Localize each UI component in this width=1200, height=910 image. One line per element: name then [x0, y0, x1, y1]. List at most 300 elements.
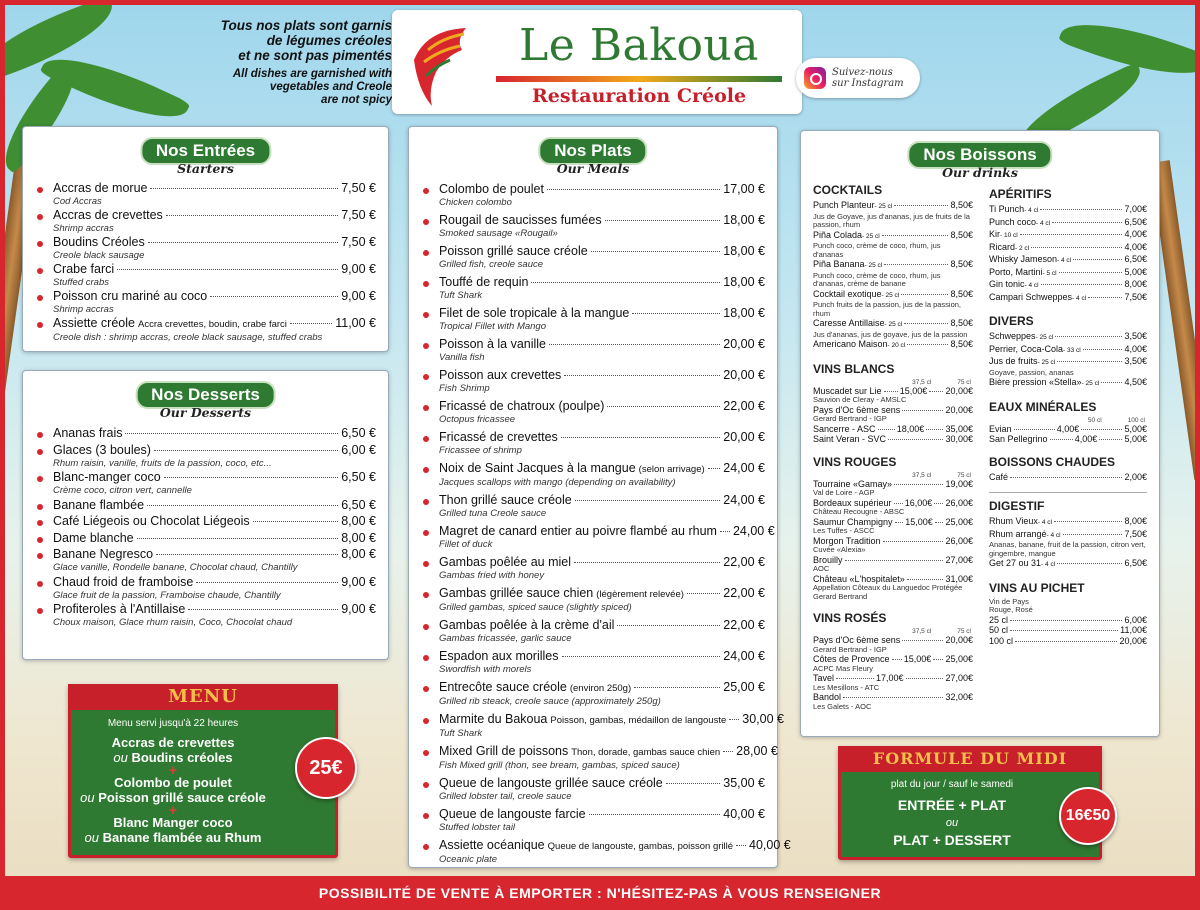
- dot-leader: [166, 215, 338, 216]
- dish-translation: Tuft Shark: [439, 290, 483, 301]
- drink-price: 31,00€: [945, 573, 973, 584]
- dish-name: Café Liégeois ou Chocolat Liégeois: [53, 514, 250, 528]
- mains-list: [423, 182, 791, 870]
- drink-price-half: 15,00€: [903, 654, 932, 664]
- drink-row: [813, 498, 973, 509]
- drink-name: Perrier, Coca-Cola: [989, 343, 1064, 354]
- drink-price: 6,50€: [1124, 254, 1147, 264]
- drink-section-note: Vin de Pays: [989, 597, 1029, 606]
- drink-row: [989, 529, 1147, 542]
- drink-name: Rhum arrangé: [989, 528, 1047, 539]
- dot-leader: [1010, 630, 1118, 631]
- menu-item: [37, 289, 376, 315]
- desserts-subtitle: Our Desserts: [159, 405, 252, 420]
- drink-volume: - 4 cl: [1037, 519, 1052, 526]
- drink-name: Sancerre - ASC: [813, 423, 876, 434]
- dish-translation: Smoked sausage «Rougail»: [439, 228, 558, 239]
- dot-leader: [1020, 234, 1123, 235]
- drink-row: [989, 217, 1147, 230]
- dish-name: Accras de crevettes: [53, 208, 163, 222]
- dot-leader: [892, 659, 902, 660]
- dish-translation: Fish Mixed grill (thon, see bream, gambas, spiced sauce): [439, 760, 680, 771]
- section-divider: [989, 492, 1147, 493]
- drink-volume: - 4 cl: [1072, 294, 1087, 302]
- menu-item-row: [439, 213, 765, 228]
- dot-leader: [562, 656, 721, 657]
- drink-row: [989, 424, 1147, 435]
- drink-price-half: 15,00€: [905, 516, 933, 527]
- menu-item-row: [439, 461, 765, 477]
- drink-section-note: Rouge, Rosé: [989, 606, 1033, 614]
- drink-price-half: 16,00€: [904, 497, 933, 508]
- menu-item: [37, 443, 376, 469]
- menu-item: [423, 649, 765, 675]
- menu-item-row: [439, 430, 765, 445]
- alternative-name: Poisson grillé sauce créole: [98, 790, 266, 805]
- drink-price: 20,00€: [1119, 635, 1147, 646]
- menu-item-row: [439, 838, 791, 854]
- drink-price: 30,00€: [945, 434, 973, 444]
- menu-item-row: [439, 368, 765, 383]
- drink-price: 8,50€: [950, 288, 973, 299]
- menu-item-row: [439, 306, 765, 321]
- dot-leader: [137, 538, 339, 539]
- drink-description: gingembre, mangue: [989, 549, 1056, 558]
- dot-leader: [574, 562, 720, 563]
- dot-leader: [1010, 477, 1122, 478]
- dish-name: Colombo de poulet: [439, 182, 544, 196]
- dot-leader: [156, 554, 338, 555]
- drink-name: Café: [989, 471, 1009, 482]
- dish-price: 40,00 €: [723, 807, 765, 821]
- dish-name: Thon grillé sauce créole: [439, 493, 572, 507]
- dot-leader: [888, 439, 943, 440]
- menu-item: [423, 275, 765, 301]
- menu-item: [37, 498, 376, 513]
- dish-translation: Shrimp accras: [53, 223, 114, 234]
- drink-description: Jus de Goyave, jus d'ananas, jus de fruits de la: [813, 212, 970, 221]
- drink-row: [813, 574, 973, 585]
- dot-leader: [1088, 297, 1122, 298]
- dot-leader: [843, 697, 943, 698]
- drinks-title: Nos Boissons: [907, 141, 1052, 169]
- drink-price: 7,00€: [1124, 204, 1147, 214]
- dish-price: 6,50 €: [341, 426, 376, 440]
- drink-section-title: EAUX MINÉRALES: [989, 399, 1097, 414]
- drink-row: [813, 230, 973, 243]
- drink-section-title: VINS BLANCS: [813, 361, 895, 376]
- drink-name: Americano Maison: [813, 339, 888, 349]
- menu-item-row: [439, 493, 765, 508]
- drink-volume: - 20 cl: [887, 342, 906, 349]
- menu-item: [423, 712, 784, 739]
- dish-price: 18,00 €: [723, 213, 765, 227]
- drink-row: [813, 536, 973, 547]
- drink-section: [813, 455, 973, 602]
- drink-row: [813, 635, 973, 646]
- drink-price: 20,00€: [945, 404, 973, 415]
- menu-item-row: [439, 807, 765, 822]
- dish-price: 22,00 €: [723, 586, 765, 600]
- dot-leader: [902, 410, 943, 411]
- drink-name: Saint Veran - SVC: [813, 434, 887, 444]
- dish-name: Queue de langouste farcie: [439, 807, 586, 821]
- restaurant-logo: [392, 10, 802, 114]
- menu-item-row: [439, 337, 765, 352]
- drink-price: 20,00€: [945, 635, 973, 645]
- dish-name: Rougail de saucisses fumées: [439, 213, 602, 227]
- dish-name: Blanc-manger coco: [53, 470, 161, 484]
- menu-item-row: [439, 649, 765, 664]
- drink-volume: - 4 cl: [1041, 561, 1056, 568]
- dish-name: Filet de sole tropicale à la mangue: [439, 306, 630, 320]
- or-label: ou: [84, 830, 103, 845]
- drink-price: 4,50€: [1124, 377, 1147, 387]
- dot-leader: [290, 323, 332, 324]
- dish-translation: Octopus fricassee: [439, 414, 516, 425]
- dot-leader: [884, 264, 948, 265]
- dish-price: 28,00 €: [736, 744, 778, 758]
- drink-price: 20,00€: [945, 385, 974, 396]
- menu-item-row: [53, 181, 376, 196]
- drink-description: ACPC Mas Fleury: [813, 664, 874, 673]
- menu-item: [423, 586, 765, 613]
- menu-item: [37, 316, 376, 343]
- menu-item: [37, 181, 376, 207]
- dish-translation: Oceanic plate: [439, 854, 498, 865]
- drink-price: 25,00€: [945, 516, 974, 527]
- dish-note: (selon arrivage): [638, 464, 705, 475]
- plus-sign: +: [168, 802, 178, 818]
- dish-price: 18,00 €: [723, 244, 765, 258]
- drink-row: [989, 356, 1147, 369]
- drink-name: 50 cl: [989, 625, 1009, 635]
- dish-price: 18,00 €: [723, 306, 765, 320]
- drink-price: 35,00€: [945, 423, 973, 434]
- dish-translation: Stuffed crabs: [53, 277, 109, 288]
- dot-leader: [531, 282, 720, 283]
- dot-leader: [117, 269, 338, 270]
- menu-item-row: [439, 244, 765, 259]
- dot-leader: [884, 391, 898, 392]
- drink-price: 8,50€: [950, 318, 973, 328]
- drink-name: Whisky Jameson: [989, 254, 1058, 264]
- drink-row: [813, 339, 973, 352]
- dish-name: Magret de canard entier au poivre flambé au rhum: [439, 524, 717, 538]
- alternative-name: Banane flambée au Rhum: [102, 830, 262, 845]
- mains-panel: [408, 126, 791, 868]
- dot-leader: [1041, 284, 1123, 285]
- drink-section: [989, 581, 1147, 647]
- drink-price: 11,00€: [1120, 625, 1147, 635]
- drink-name: Jus de fruits: [989, 356, 1038, 366]
- dish-description: Rhum raisin, vanille, fruits de la passion, coco, etc...: [53, 457, 272, 469]
- drink-name: Punch Planteur: [813, 200, 875, 210]
- dish-price: 20,00 €: [723, 337, 765, 351]
- menu-item: [423, 807, 765, 833]
- menu-item-row: [439, 712, 784, 728]
- set-menu-title: MENU: [68, 684, 338, 710]
- drink-description: Ananas, banane, fruit de la passion, citron vert,: [989, 541, 1146, 549]
- dot-leader: [1014, 429, 1055, 430]
- drink-name: Bière pression «Stella»: [989, 377, 1082, 387]
- drink-row: [989, 344, 1147, 357]
- drink-row: [813, 259, 973, 272]
- lunch-formula-option-2: PLAT + DESSERT: [893, 832, 1011, 848]
- mains-subtitle: Our Meals: [556, 161, 630, 176]
- menu-item: [37, 547, 376, 573]
- drink-description: AOC: [813, 565, 830, 573]
- volume-headers: [813, 472, 973, 479]
- dot-leader: [1055, 336, 1122, 337]
- dot-leader: [1015, 641, 1117, 642]
- dish-price: 9,00 €: [341, 574, 376, 589]
- lunch-formula-or: ou: [945, 817, 959, 829]
- volume-header: 100 cl: [1127, 416, 1145, 424]
- dish-name: Poisson cru mariné au coco: [53, 289, 208, 303]
- drink-section: [989, 492, 1147, 571]
- dish-description: Glace fruit de la passion, Framboise chaude, Chantilly: [53, 589, 281, 601]
- menu-item: [37, 235, 376, 261]
- dish-name: Chaud froid de framboise: [53, 574, 194, 589]
- drink-description: Punch coco, crème de coco, rhum, jus: [813, 271, 941, 280]
- restaurant-name: Le Bakoua: [518, 20, 760, 71]
- dot-leader: [634, 687, 720, 688]
- drink-price: 27,00€: [945, 554, 973, 565]
- menu-item: [37, 208, 376, 234]
- dish-name: Poisson à la vanille: [439, 337, 547, 351]
- drink-section: [989, 455, 1147, 483]
- drink-section: [813, 183, 973, 352]
- drink-row: [989, 516, 1147, 529]
- drink-price: 19,00€: [945, 478, 973, 489]
- menu-item: [37, 531, 376, 546]
- dot-leader: [904, 323, 948, 324]
- dot-leader: [895, 522, 904, 523]
- drink-description: d'ananas: [813, 250, 844, 259]
- drink-price-half: 17,00€: [875, 673, 904, 683]
- drink-row: [813, 479, 973, 490]
- drink-row: [989, 229, 1147, 242]
- drink-name: Château «L'hospitalet»: [813, 573, 905, 584]
- drink-volume: - 25 cl: [884, 321, 903, 328]
- drink-section: [989, 187, 1147, 304]
- dish-translation: Grilled lobster tail, creole sauce: [439, 791, 572, 802]
- menu-item-row: [439, 555, 765, 570]
- drink-row: [989, 292, 1147, 305]
- dot-leader: [882, 235, 949, 236]
- drink-row: [989, 472, 1147, 483]
- menu-item: [423, 430, 765, 456]
- menu-item: [37, 575, 376, 601]
- volume-header: 37,5 cl: [912, 628, 932, 635]
- drink-volume: - 25 cl: [862, 232, 880, 240]
- volume-header: 37,5 cl: [912, 378, 932, 386]
- dish-price: 35,00 €: [723, 776, 765, 790]
- drink-price: 3,50€: [1124, 356, 1147, 366]
- menu-item: [37, 602, 376, 628]
- drink-section: [813, 611, 973, 711]
- dish-price: 22,00 €: [723, 555, 765, 569]
- menu-item-row: [53, 547, 376, 562]
- drink-price: 27,00€: [945, 673, 974, 683]
- dish-name: Fricassé de crevettes: [439, 430, 558, 444]
- drink-volume: - 4 cl: [1057, 257, 1072, 264]
- drink-name: Pays d'Oc 6ème sens: [813, 404, 901, 415]
- starters-subtitle: Starters: [177, 161, 234, 176]
- starters-list: [37, 181, 376, 344]
- dish-name: Mixed Grill de poissons: [439, 744, 569, 758]
- dish-translation: Jacques scallops with mango (depending on availability): [439, 477, 676, 488]
- lunch-formula-price-badge: 16€50: [1059, 787, 1117, 845]
- volume-header: 50 cl: [1087, 416, 1102, 424]
- menu-item-row: [439, 680, 765, 696]
- dot-leader: [591, 251, 721, 252]
- bakoua-hat-icon: [406, 20, 478, 108]
- dish-name: Queue de langouste grillée sauce créole: [439, 776, 663, 790]
- drink-row: [989, 636, 1147, 647]
- menu-item-row: [439, 776, 765, 791]
- drink-name: Tavel: [813, 673, 835, 683]
- dot-leader: [935, 522, 944, 523]
- set-menu-alternative: [71, 830, 275, 845]
- dot-leader: [1081, 429, 1122, 430]
- drink-name: Bordeaux supérieur: [813, 497, 892, 508]
- dot-leader: [150, 188, 338, 189]
- set-menu-content: [71, 718, 275, 845]
- dish-price: 24,00 €: [723, 461, 765, 475]
- drink-row: [813, 386, 973, 397]
- dish-price: 9,00 €: [341, 289, 376, 303]
- dot-leader: [1073, 259, 1122, 260]
- dot-leader: [878, 429, 895, 430]
- drink-volume: - 5 cl: [1042, 269, 1057, 277]
- drink-price: 8,00€: [1124, 516, 1147, 526]
- dish-price: 6,50 €: [341, 470, 376, 484]
- menu-item: [423, 182, 765, 208]
- lunch-formula-note: plat du jour / sauf le samedi: [890, 779, 1014, 790]
- drink-price: 5,00€: [1124, 434, 1148, 444]
- drink-volume: - 25 cl: [881, 291, 900, 299]
- dish-translation: Tuft Shark: [439, 728, 483, 739]
- dish-translation: Tropical Fillet with Mango: [439, 321, 547, 332]
- drink-name: Brouilly: [813, 554, 843, 565]
- dish-price: 6,00 €: [341, 442, 376, 457]
- menu-item: [423, 244, 765, 270]
- drink-volume: - 4 cl: [1046, 531, 1061, 539]
- drink-description: Gerard Bertrand - IGP: [813, 415, 887, 423]
- dot-leader: [894, 205, 948, 206]
- lunch-formula-content: [841, 779, 1063, 848]
- drink-description: Goyave, passion, ananas: [989, 368, 1074, 377]
- dish-translation: Gambas fried with honey: [439, 570, 545, 581]
- dot-leader: [253, 521, 339, 522]
- drink-price: 5,00€: [1124, 423, 1148, 434]
- volume-header: 37,5 cl: [912, 471, 932, 479]
- drink-volume: - 25 cl: [864, 262, 883, 269]
- drink-name: Schweppes: [989, 331, 1036, 341]
- dish-translation: Grilled rib steack, creole sauce (approximately 250g): [439, 696, 661, 707]
- drink-row: [813, 318, 973, 331]
- drink-name: Gin tonic: [989, 279, 1025, 289]
- lunch-formula-box: [838, 746, 1111, 860]
- desserts-panel: [22, 370, 389, 660]
- dot-leader: [1063, 534, 1123, 535]
- dish-name: Boudins Créoles: [53, 235, 145, 249]
- dish-name: Touffé de requin: [439, 275, 529, 289]
- drink-description: Punch coco, crème de coco, rhum, jus: [813, 242, 941, 250]
- volume-headers: [813, 379, 973, 386]
- menu-item-row: [53, 602, 376, 617]
- drink-price: 6,50€: [1124, 558, 1147, 568]
- logo-stripe: [496, 76, 782, 82]
- dish-name: Banane Negresco: [53, 547, 154, 561]
- drink-description: Cuvée «Alexia»: [813, 546, 866, 554]
- dot-leader: [687, 593, 720, 594]
- or-label: ou: [113, 750, 132, 765]
- drinks-right-column: [989, 187, 1147, 656]
- menu-item-row: [53, 443, 376, 458]
- dish-description: Crème coco, citron vert, cannelle: [53, 485, 192, 496]
- dish-translation: Fillet of duck: [439, 539, 493, 550]
- dish-note: (légèrement relevée): [596, 589, 684, 600]
- drink-price-half: 4,00€: [1074, 434, 1098, 444]
- dot-leader: [894, 484, 943, 485]
- dot-leader: [564, 375, 720, 376]
- lunch-formula-title: FORMULE DU MIDI: [838, 746, 1102, 772]
- drink-description: Appellation Côteaux du Languedoc Protégée: [813, 584, 963, 592]
- drink-name: Caresse Antillaise: [813, 318, 885, 328]
- menu-item-row: [439, 744, 778, 760]
- menu-item: [423, 493, 765, 519]
- drink-description: passion, rhum: [813, 221, 861, 229]
- volume-headers: [989, 417, 1147, 424]
- dot-leader: [1040, 209, 1122, 210]
- menu-item: [423, 337, 765, 363]
- menu-item: [37, 470, 376, 496]
- dish-price: 17,00 €: [723, 182, 765, 196]
- set-menu-note: Menu servi jusqu'à 22 heures: [107, 718, 239, 729]
- drink-price: 7,50€: [1124, 528, 1147, 539]
- dot-leader: [894, 503, 903, 504]
- dot-leader: [901, 294, 948, 295]
- dish-price: 8,00 €: [341, 547, 376, 561]
- drink-row: [989, 254, 1147, 267]
- dish-name: Poisson grillé sauce créole: [439, 244, 588, 258]
- dot-leader: [933, 659, 943, 660]
- menu-item: [37, 514, 376, 529]
- dot-leader: [1099, 439, 1122, 440]
- menu-item-row: [53, 316, 376, 332]
- drink-row: [989, 625, 1147, 636]
- dot-leader: [729, 719, 739, 720]
- drink-row: [989, 615, 1147, 626]
- drink-name: Côtes de Provence: [813, 654, 890, 664]
- dot-leader: [934, 503, 943, 504]
- dish-name: Noix de Saint Jacques à la mangue: [439, 461, 636, 475]
- dish-description: Choux maison, Glace rhum raisin, Coco, Chocolat chaud: [53, 617, 293, 628]
- desserts-title: Nos Desserts: [135, 381, 276, 409]
- or-label: ou: [80, 790, 99, 805]
- instagram-button[interactable]: [796, 58, 920, 98]
- starters-title: Nos Entrées: [140, 137, 271, 165]
- drink-name: Tourraine «Gamay»: [813, 478, 893, 489]
- dish-translation: Grilled tuna Creole sauce: [439, 508, 547, 519]
- plus-sign: +: [168, 762, 178, 778]
- drink-row: [813, 200, 973, 213]
- dish-note: Queue de langouste, gambas, poisson grillé: [547, 841, 734, 852]
- dot-leader: [883, 541, 944, 542]
